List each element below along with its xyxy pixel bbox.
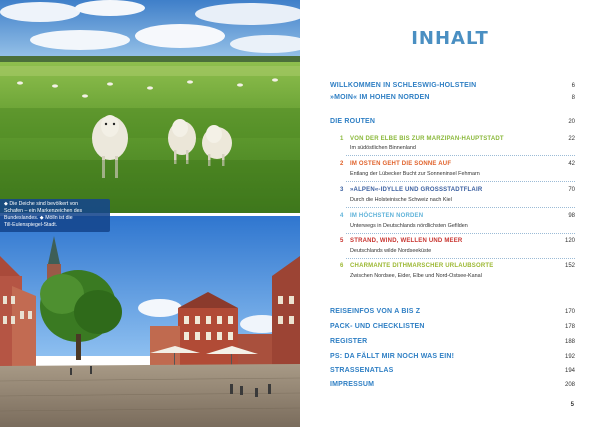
caption-line: Schafen – ein Markenzeichen des [4,208,83,214]
route-description: Deutschlands wilde Nordseeküste [350,248,432,254]
route-number: 5 [340,238,344,244]
caption-line: Bundeslandes. ◆ Mölln ist die [4,215,73,221]
town-square-photo [0,216,300,427]
route-title: »ALPEN«-IDYLLE UND GROSSSTADTFLAIR [350,187,483,193]
toc-entry-moin[interactable] [330,94,575,104]
route-description: Unterwegs in Deutschlands nördlichsten Gefilden [350,223,468,229]
toc-entry-label: »MOIN« IM HOHEN NORDEN [330,94,430,101]
toc-entry-page: 8 [571,95,575,101]
toc-entry-page: 194 [564,368,575,374]
dotted-divider [346,181,575,182]
toc-entry-page: 208 [564,382,575,388]
route-page: 70 [568,187,575,193]
toc-entry-reiseinfos[interactable] [330,308,575,318]
page-number: 5 [570,402,574,408]
toc-route-6[interactable] [330,263,575,273]
route-title: VON DER ELBE BIS ZUR MARZIPAN-HAUPTSTADT [350,136,504,142]
toc-entry-welcome[interactable] [330,82,575,92]
toc-entry-register[interactable] [330,338,575,348]
toc-entry-label: REGISTER [330,338,368,345]
sheep-dike-photo [0,0,300,213]
route-title: IM HÖCHSTEN NORDEN [350,213,424,219]
route-number: 4 [340,213,344,219]
toc-entry-routes[interactable] [330,118,575,128]
toc-route-5[interactable] [330,238,575,248]
page-title: INHALT [411,28,489,49]
toc-entry-label: IMPRESSUM [330,381,375,388]
toc-entry-label: REISEINFOS VON A BIS Z [330,308,421,315]
route-page: 98 [568,213,575,219]
toc-entry-page: 170 [564,309,575,315]
table-of-contents [300,0,600,427]
route-page: 120 [564,238,575,244]
route-page: 152 [564,263,575,269]
toc-route-4[interactable] [330,213,575,223]
dotted-divider [346,155,575,156]
toc-entry-label: PS: DA FÄLLT MIR NOCH WAS EIN! [330,353,455,360]
toc-entry-page: 192 [564,354,575,360]
toc-entry-label: WILLKOMMEN IN SCHLESWIG-HOLSTEIN [330,82,477,89]
route-number: 3 [340,187,344,193]
toc-entry-label: DIE ROUTEN [330,118,376,125]
toc-entry-label: STRASSENATLAS [330,367,394,374]
toc-entry-impressum[interactable] [330,381,575,391]
route-title: IM OSTEN GEHT DIE SONNE AUF [350,161,452,167]
toc-entry-ps[interactable] [330,353,575,363]
route-title: STRAND, WIND, WELLEN UND MEER [350,238,463,244]
route-page: 42 [568,161,575,167]
toc-route-2[interactable] [330,161,575,171]
toc-entry-page: 178 [564,324,575,330]
toc-entry-label: PACK- UND CHECKLISTEN [330,323,425,330]
caption-line: Till-Eulenspiegel-Stadt. [4,222,58,228]
toc-entry-strassenatlas[interactable] [330,367,575,377]
route-description: Im südöstlichen Binnenland [350,145,416,151]
photo-caption [0,199,110,232]
route-number: 2 [340,161,344,167]
route-number: 6 [340,263,344,269]
route-page: 22 [568,136,575,142]
route-description: Durch die Holsteinische Schweiz nach Kiel [350,197,452,203]
caption-line: ◆ Die Deiche sind bevölkert von [4,201,79,207]
dotted-divider [346,233,575,234]
route-description: Entlang der Lübecker Bucht zur Sonneninsel Fehmarn [350,171,480,177]
toc-route-3[interactable] [330,187,575,197]
route-description: Zwischen Nordsee, Eider, Elbe und Nord-Ostsee-Kanal [350,273,482,279]
toc-entry-page: 6 [571,83,575,89]
route-number: 1 [340,136,344,142]
toc-entry-page: 188 [564,339,575,345]
dotted-divider [346,207,575,208]
toc-entry-checklists[interactable] [330,323,575,333]
dotted-divider [346,258,575,259]
route-title: CHARMANTE DITHMARSCHER URLAUBSORTE [350,263,494,269]
toc-entry-page: 20 [568,119,575,125]
